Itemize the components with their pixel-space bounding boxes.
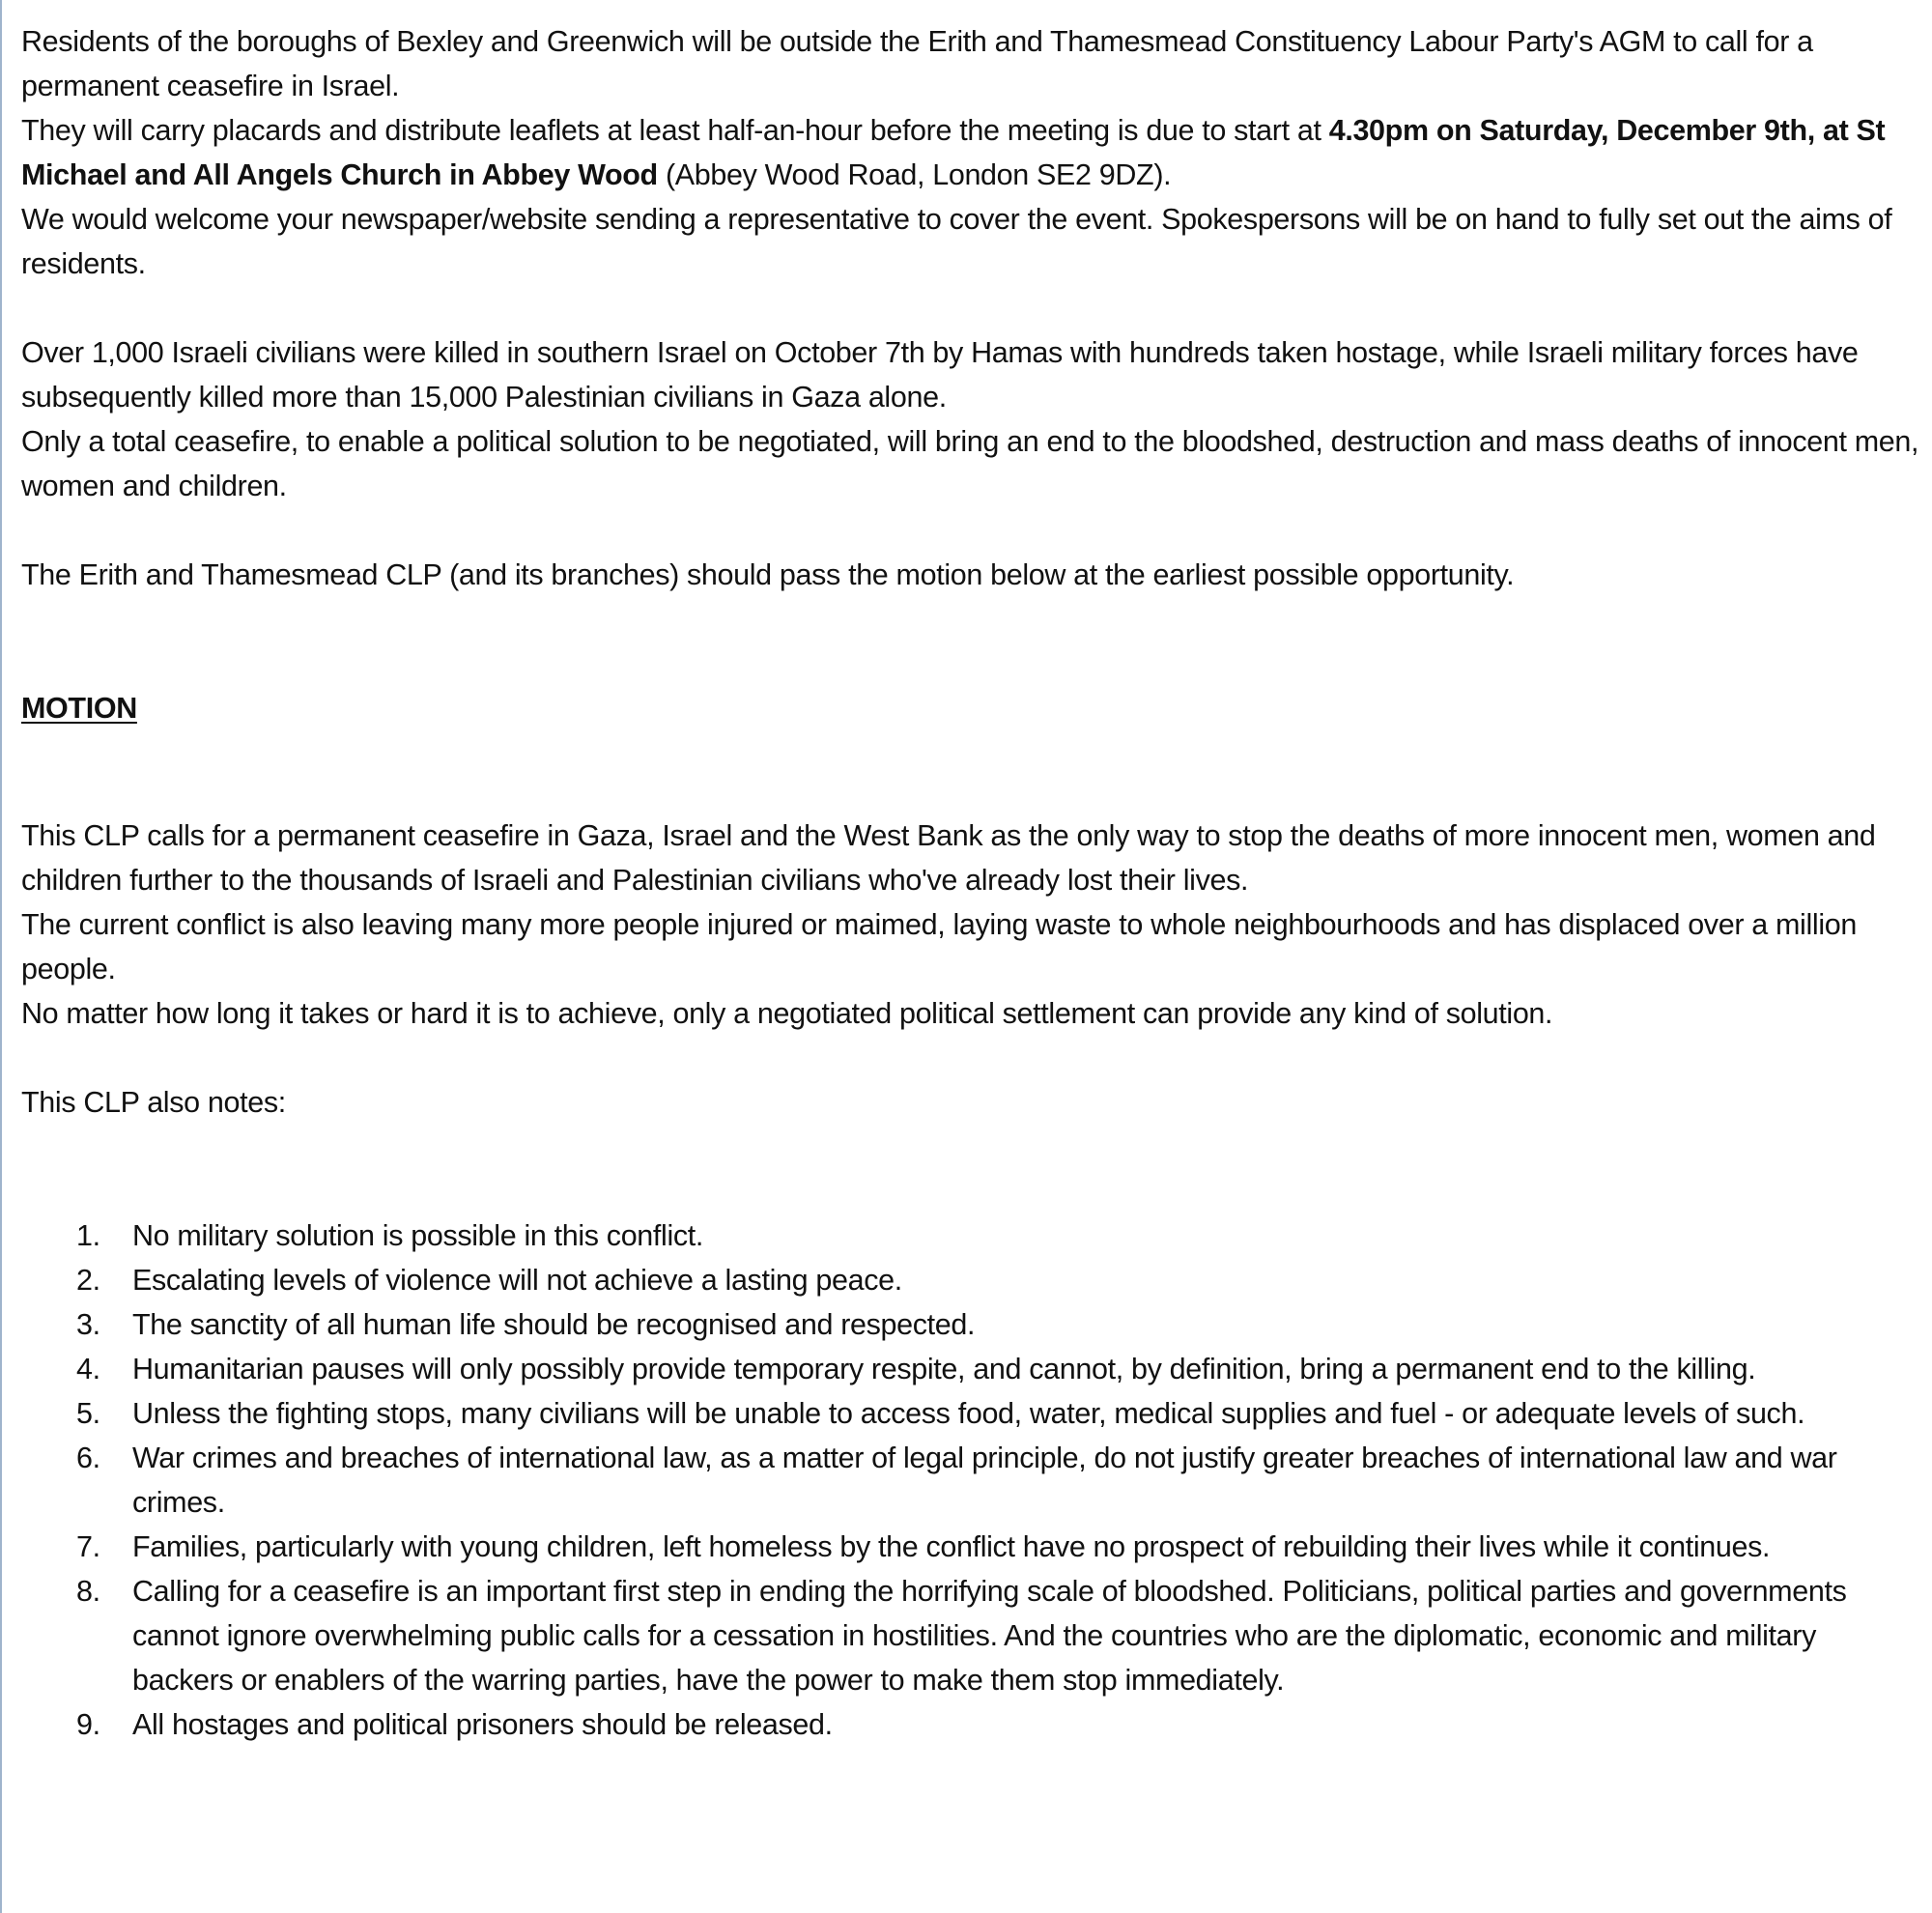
list-item-text: No military solution is possible in this conflict. xyxy=(132,1219,704,1252)
list-item xyxy=(21,1258,1919,1302)
spacer xyxy=(21,597,1919,686)
document-body xyxy=(21,19,1919,1747)
list-item xyxy=(21,1525,1919,1569)
spacer xyxy=(21,730,1919,814)
list-item-number: 7. xyxy=(76,1530,100,1563)
list-item xyxy=(21,1436,1919,1525)
list-item-text: Humanitarian pauses will only possibly provide temporary respite, and cannot, by definition, bring a permanent end to the killing. xyxy=(132,1353,1756,1385)
list-item xyxy=(21,1391,1919,1436)
list-item-number: 2. xyxy=(76,1264,100,1297)
list-item-text: Families, particularly with young children, left homeless by the conflict have no prospect of rebuilding their lives while it continues. xyxy=(132,1530,1771,1563)
list-item-number: 9. xyxy=(76,1708,100,1741)
event-time-location: 4.30pm on Saturday, December 9th, at St Michael and All Angels Church in Abbey Wood xyxy=(21,114,1886,191)
intro-paragraph-3: We would welcome your newspaper/website sending a representative to cover the event. Spokespersons will be on hand to fully set out the aims of residents. xyxy=(21,203,1892,280)
spacer xyxy=(21,1125,1919,1213)
spacer xyxy=(21,508,1919,553)
notes-intro: This CLP also notes: xyxy=(21,1086,286,1119)
call-to-action: The Erith and Thamesmead CLP (and its branches) should pass the motion below at the earliest possible opportunity. xyxy=(21,558,1515,591)
list-item-text: War crimes and breaches of international law, as a matter of legal principle, do not justify greater breaches of international law and war crimes. xyxy=(132,1442,1837,1519)
list-item-text: All hostages and political prisoners should be released. xyxy=(132,1708,833,1741)
list-item-number: 4. xyxy=(76,1353,100,1385)
list-item xyxy=(21,1569,1919,1702)
list-item-text: The sanctity of all human life should be recognised and respected. xyxy=(132,1308,976,1341)
list-item xyxy=(21,1213,1919,1258)
list-item xyxy=(21,1347,1919,1391)
motion-paragraph-1: This CLP calls for a permanent ceasefire in Gaza, Israel and the West Bank as the only way to stop the deaths of more innocent men, women and children further to the thousands of Israeli and Palestinian civilians who've already lost their lives. xyxy=(21,819,1876,897)
list-item-number: 5. xyxy=(76,1397,100,1430)
motion-heading: MOTION xyxy=(21,692,137,725)
list-item-text: Escalating levels of violence will not achieve a lasting peace. xyxy=(132,1264,902,1297)
spacer xyxy=(21,1036,1919,1080)
list-item-number: 3. xyxy=(76,1308,100,1341)
list-item xyxy=(21,1702,1919,1747)
motion-paragraph-2: The current conflict is also leaving many more people injured or maimed, laying waste to whole neighbourhoods and has displaced over a million people. xyxy=(21,908,1857,985)
spacer xyxy=(21,286,1919,330)
event-address: (Abbey Wood Road, London SE2 9DZ). xyxy=(657,158,1172,191)
notes-list xyxy=(21,1213,1919,1747)
list-item-text: Unless the fighting stops, many civilians will be unable to access food, water, medical supplies and fuel - or adequate levels of such. xyxy=(132,1397,1805,1430)
motion-paragraph-3: No matter how long it takes or hard it is to achieve, only a negotiated political settlement can provide any kind of solution. xyxy=(21,997,1553,1030)
intro-paragraph-2-start: They will carry placards and distribute leaflets at least half-an-hour before the meeting is due to start at xyxy=(21,114,1329,147)
context-paragraph-1: Over 1,000 Israeli civilians were killed in southern Israel on October 7th by Hamas with hundreds taken hostage, while Israeli military forces have subsequently killed more than 15,000 Palestinian civilians in Gaza alone. xyxy=(21,336,1859,414)
list-item-number: 1. xyxy=(76,1219,100,1252)
list-item xyxy=(21,1302,1919,1347)
list-item-number: 6. xyxy=(76,1442,100,1474)
intro-paragraph-2 xyxy=(21,108,1919,197)
list-item-number: 8. xyxy=(76,1575,100,1608)
intro-paragraph-1: Residents of the boroughs of Bexley and Greenwich will be outside the Erith and Thamesmead Constituency Labour Party's AGM to call for a permanent ceasefire in Israel. xyxy=(21,25,1813,102)
context-paragraph-2: Only a total ceasefire, to enable a political solution to be negotiated, will bring an end to the bloodshed, destruction and mass deaths of innocent men, women and children. xyxy=(21,425,1919,502)
list-item-text: Calling for a ceasefire is an important first step in ending the horrifying scale of bloodshed. Politicians, political parties and governments cannot ignore overwhelming public calls for a cessation in hostilities. And the countries who are the diplomatic, economic and military backers or enablers of the warring parties, have the power to make them stop immediately. xyxy=(132,1575,1847,1697)
